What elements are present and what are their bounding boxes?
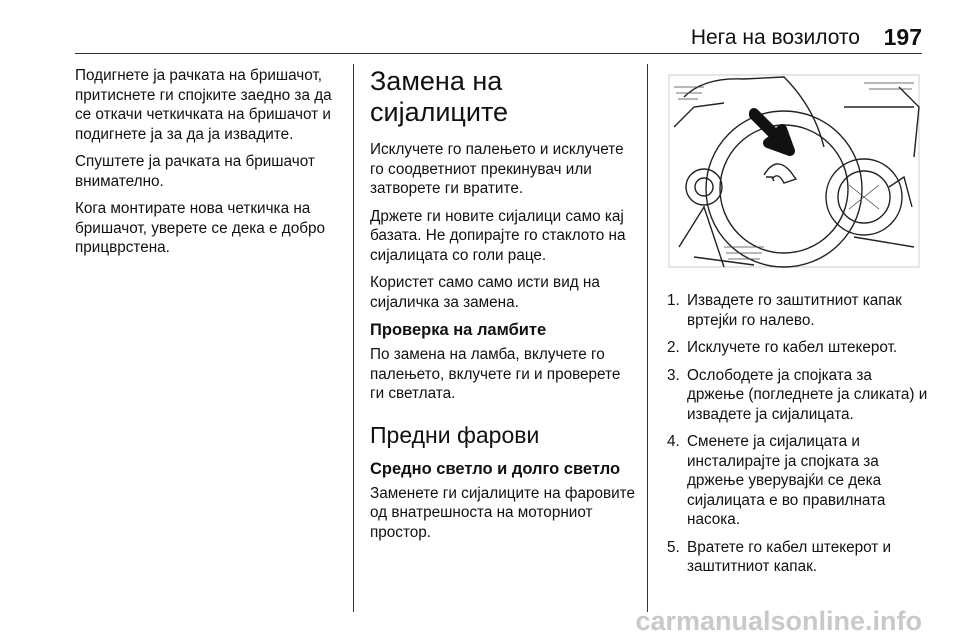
headlight-drawing (664, 67, 925, 277)
section-heading-headlights: Предни фарови (370, 421, 540, 448)
step-text: Вратете го кабел штекерот и заштитниот капак. (687, 538, 892, 575)
step-number: 1. (667, 292, 680, 309)
column-divider-right (647, 64, 648, 612)
list-item (667, 538, 929, 577)
paragraph: Исклучете го палењето и исклучете го соодветниот прекинувач или затворете ги вратите. (370, 141, 624, 197)
page-number: 197 (883, 24, 922, 50)
header-rule (75, 53, 922, 54)
paragraph: Користет само само исти вид на сијаличка за замена. (370, 274, 600, 311)
list-item (667, 366, 929, 425)
paragraph: По замена на ламба, вклучете го палењето, вклучете ги и проверете ги светлата. (370, 346, 621, 402)
list-item (667, 291, 929, 330)
step-text: Сменете ја сијалицата и инсталирајте ја спојката за држење уверувајќи се дека сијалицата е во правилната насока. (687, 433, 886, 528)
step-text: Извадете го заштитниот капак вртејќи го налево. (687, 292, 902, 329)
step-number: 2. (667, 339, 680, 356)
headlight-illustration (664, 67, 925, 277)
watermark: carmanualsonline.info (635, 606, 922, 636)
step-number: 5. (667, 538, 680, 556)
paragraph: Заменете ги сијалиците на фаровите од внатрешноста на моторниот простор. (370, 484, 635, 541)
step-text: Ослободете ја спојката за држење (погледнете ја сликата) и извадете ја сијалицата. (687, 366, 928, 423)
middle-column (370, 66, 638, 550)
list-item (667, 432, 929, 530)
subheading-low-high-beam: Средно светло и долго светло (370, 459, 621, 478)
left-column (75, 66, 345, 266)
section-heading-bulbs: Замена на сијалиците (370, 66, 509, 127)
paragraph: Кога монтирате нова четкичка на бришачот, уверете се дека е добро прицврстена. (75, 200, 326, 256)
paragraph: Држете ги новите сијалици само кај базата. Не допирајте го стаклото на сијалицата со голи раце. (370, 207, 626, 264)
paragraph: Подигнете ја рачката на бришачот, притиснете ги спојките заедно за да се откачи четкичката на бришачот и подигнете ја за да ја извадите. (75, 67, 332, 143)
steps-list (667, 291, 929, 577)
step-number: 3. (667, 366, 680, 384)
header-title: Нега на возилото (690, 26, 860, 49)
subheading-bulb-check: Проверка на ламбите (370, 321, 547, 339)
step-number: 4. (667, 433, 680, 450)
column-divider-left (353, 64, 354, 612)
right-column (667, 291, 929, 585)
step-text: Исклучете го кабел штекерот. (687, 339, 898, 356)
list-item (667, 338, 929, 358)
paragraph: Спуштете ја рачката на бришачот внимателно. (75, 153, 315, 190)
